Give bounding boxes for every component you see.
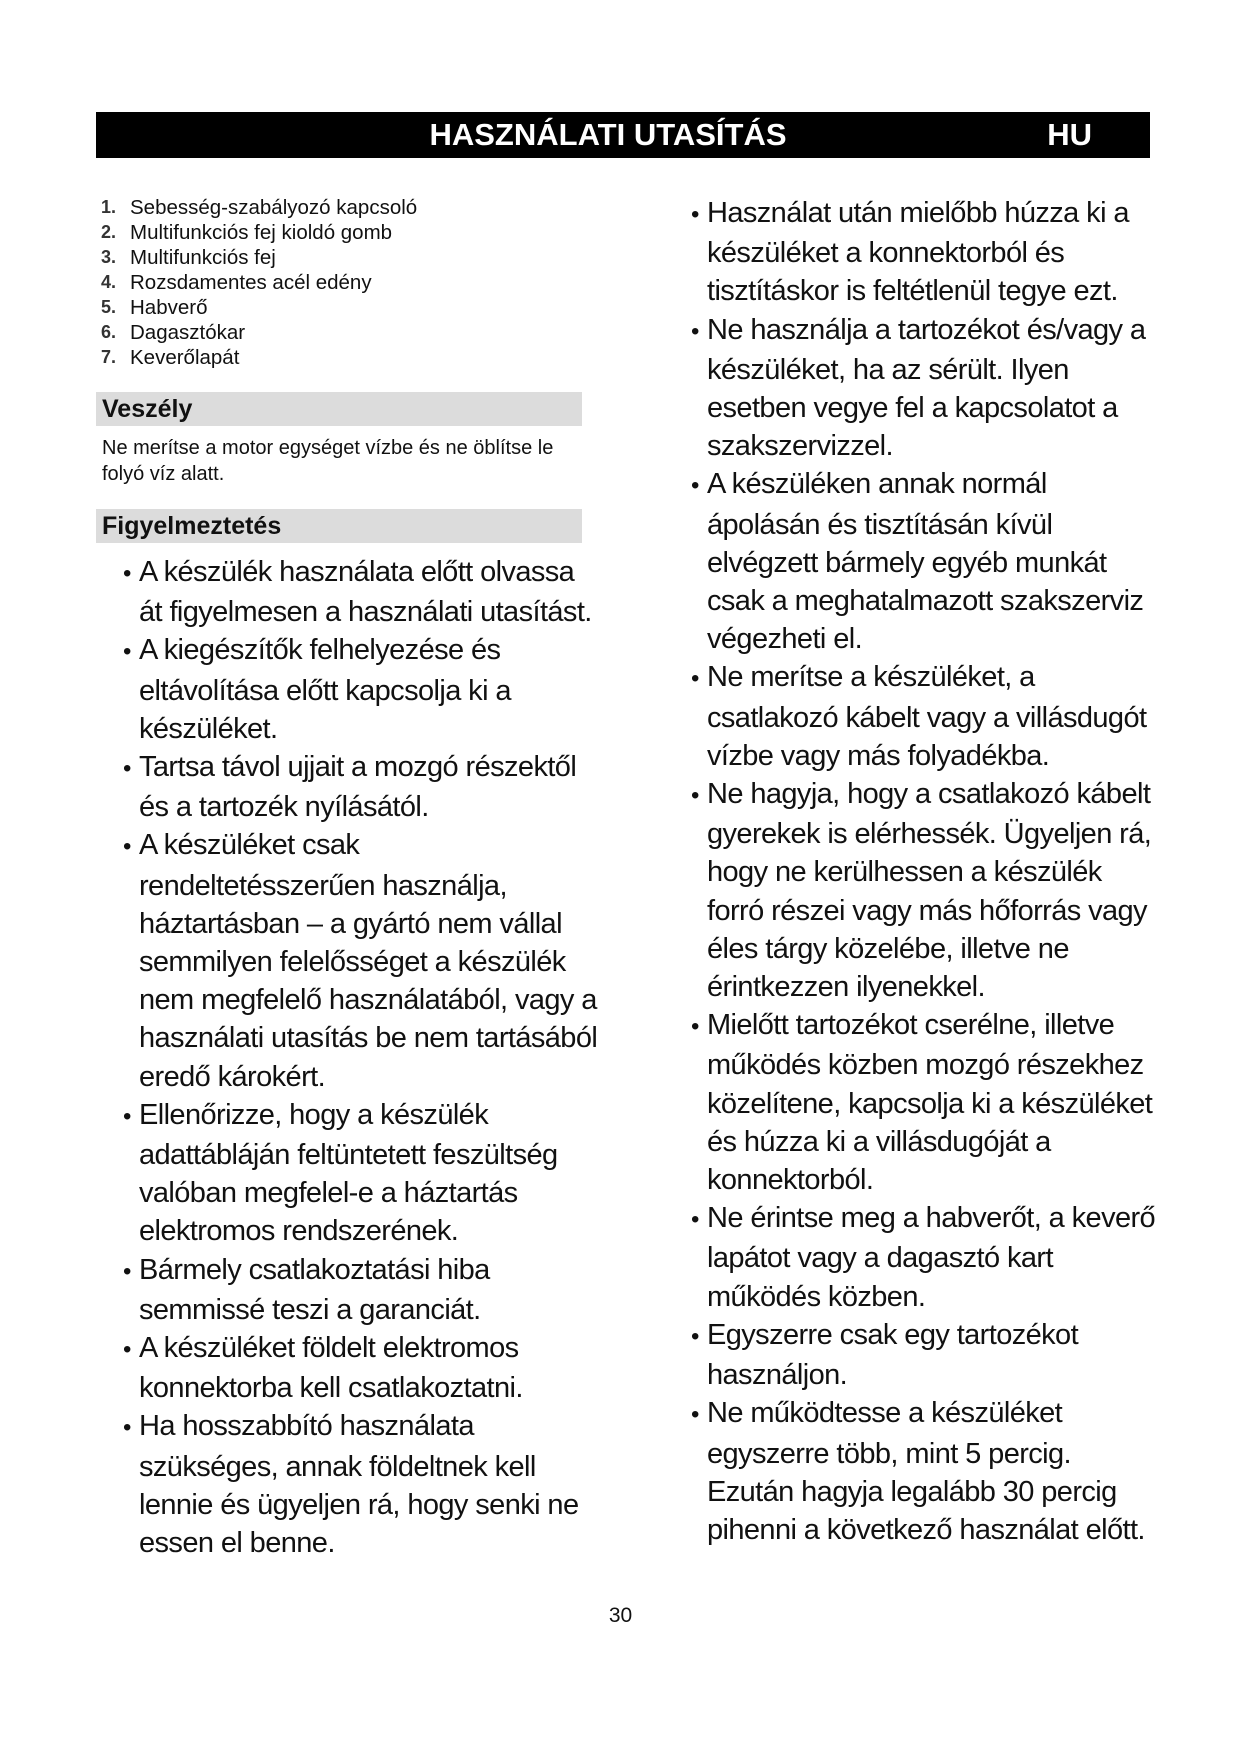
page-header (96, 112, 1150, 158)
list-item: • Használat után mielőbb húzza ki a készüléket a konnektorból és tisztításkor is feltétlenül tegye ezt. (691, 197, 1129, 308)
part-item: 2. Multifunkciós fej kioldó gomb (101, 221, 393, 244)
list-item: • Ne használja a tartozékot és/vagy a készüléket, ha az sérült. Ilyen esetben vegye fel a kapcsolatot a szakszervizzel. (691, 313, 1146, 463)
list-item: • Ne merítse a készüléket, a csatlakozó kábelt vagy a villásdugót vízbe vagy más folyadékba. (691, 661, 1147, 772)
list-item: • Ne érintse meg a habverőt, a keverő lapátot vagy a dagasztó kart működés közben. (691, 1202, 1156, 1313)
language-code: HU (1047, 117, 1092, 152)
part-item: 5. Habverő (101, 296, 208, 319)
list-item: • Ne hagyja, hogy a csatlakozó kábelt gyerekek is elérhessék. Ügyeljen rá, hogy ne kerülhessen a készülék forró részei vagy más hőforrás vagy éles tárgy közelébe, illetve ne érintkezzen ilyenekkel. (691, 778, 1152, 1004)
danger-text: Ne merítse a motor egységet vízbe és ne öblítse le folyó víz alatt. (102, 437, 554, 485)
part-item: 7. Keverőlapát (101, 346, 240, 369)
warning-heading: Figyelmeztetés (96, 509, 582, 543)
list-item: • A készüléket csak rendeltetésszerűen használja, háztartásban – a gyártó nem vállal semmilyen felelősséget a készülék nem megfelelő használatából, vagy a használati utasítás be nem tartásából eredő károkért. (123, 829, 598, 1093)
page-title: HASZNÁLATI UTASÍTÁS (429, 117, 787, 152)
list-item: • A készüléket földelt elektromos konnektorba kell csatlakoztatni. (123, 1332, 523, 1405)
list-item: • A készülék használata előtt olvassa át figyelmesen a használati utasítást. (123, 556, 592, 629)
list-item: • Mielőtt tartozékot cserélne, illetve működés közben mozgó részekhez közelítene, kapcsolja ki a készüléket és húzza ki a villásdugóját a konnektorból. (691, 1009, 1153, 1197)
part-item: 4. Rozsdamentes acél edény (101, 271, 372, 294)
list-item: • A készüléken annak normál ápolásán és tisztításán kívül elvégzett bármely egyéb munkát csak a meghatalmazott szakszerviz végezheti el. (691, 468, 1144, 656)
left-column (96, 195, 601, 1562)
list-item: • Ha hosszabbító használata szükséges, annak földeltnek kell lennie és ügyeljen rá, hogy senki ne essen el benne. (123, 1410, 579, 1560)
parts-list (96, 195, 601, 370)
list-item: • Tartsa távol ujjait a mozgó részektől és a tartozék nyílásától. (123, 751, 577, 824)
list-item: • Bármely csatlakoztatási hiba semmissé teszi a garanciát. (123, 1253, 490, 1326)
list-item: • A kiegészítők felhelyezése és eltávolítása előtt kapcsolja ki a készüléket. (123, 634, 511, 745)
list-item: • Ellenőrizze, hogy a készülék adattábláján feltüntetett feszültség valóban megfelel-e a háztartás elektromos rendszerének. (123, 1098, 558, 1248)
part-item: 1. Sebesség-szabályozó kapcsoló (101, 196, 418, 219)
list-item: • Ne működtesse a készüléket egyszerre több, mint 5 percig. Ezután hagyja legalább 30 percig pihenni a következő használat előtt. (691, 1397, 1145, 1546)
part-item: 3. Multifunkciós fej (101, 246, 276, 269)
page-number: 30 (608, 1604, 633, 1627)
part-item: 6. Dagasztókar (101, 321, 246, 344)
right-column (665, 194, 1165, 1549)
list-item: • Egyszerre csak egy tartozékot használjon. (691, 1318, 1079, 1392)
safety-list (665, 194, 1165, 1549)
warning-list (96, 553, 601, 1562)
danger-heading: Veszély (96, 392, 582, 426)
